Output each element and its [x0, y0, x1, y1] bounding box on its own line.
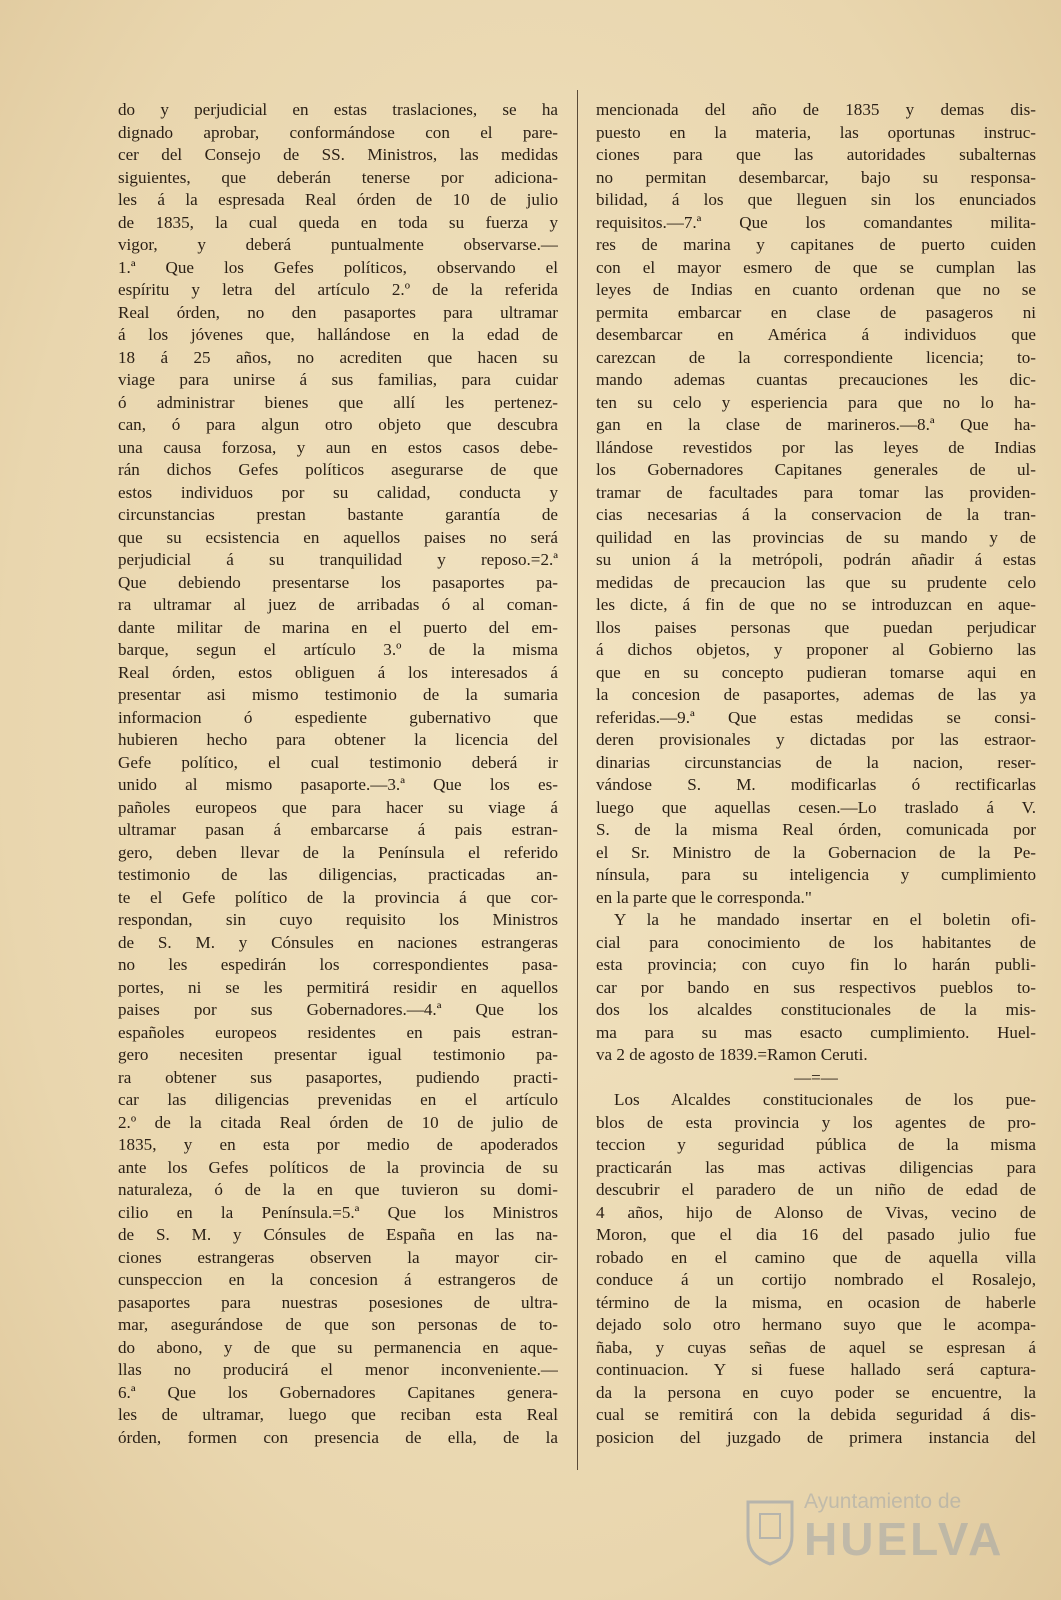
text-line: término de la misma, en ocasion de haberle: [596, 1292, 1036, 1312]
text-line: dignado aprobar, conformándose con el pare-: [118, 122, 558, 142]
text-line: cunspeccion en la concesion á estrangeros de: [118, 1270, 558, 1289]
text-line: unido al mismo pasaporte.—3.ª Que los es-: [118, 775, 558, 794]
text-line: va 2 de agosto de 1839.=Ramon Ceruti.: [596, 1045, 868, 1064]
text-line: Real órden, estos obliguen á los interesados á: [118, 662, 558, 682]
text-line: Moron, que el dia 16 del pasado julio fue: [596, 1225, 1036, 1244]
text-line: desembarcar en América á individuos que: [596, 325, 1036, 344]
text-line: referidas.—9.ª Que estas medidas se consi-: [596, 707, 1036, 727]
section-divider: —=—: [794, 1067, 838, 1087]
text-line: can, ó para algun otro objeto que descubra: [118, 415, 558, 434]
column-divider: [577, 90, 578, 1470]
text-line: siguientes, que deberán tenerse por adiciona-: [118, 167, 558, 187]
text-line: les dicte, á fin de que no se introduzcan en aque-: [596, 595, 1036, 614]
text-line: ten su celo y esperiencia para que no lo ha-: [596, 392, 1036, 412]
text-line: conduce á un cortijo nombrado el Rosalejo,: [596, 1270, 1036, 1289]
text-line: dante militar de marina en el puerto del em-: [118, 617, 558, 637]
text-line: estos individuos por su calidad, conducta y: [118, 482, 558, 502]
text-line: cilio en la Península.=5.ª Que los Ministros: [118, 1202, 558, 1222]
text-line: ra ultramar al juez de arribadas ó al coman-: [118, 595, 558, 614]
governor-notice: [596, 909, 1036, 1067]
text-line: ñaba, y cuyas señas de aquel se espresan á: [596, 1337, 1036, 1357]
text-line: 18 á 25 años, no acrediten que hacen su: [118, 347, 558, 367]
text-line: car las diligencias prevenidas en el artículo: [118, 1090, 558, 1109]
text-line: no les espedirán los correspondientes pasa-: [118, 955, 558, 974]
archive-watermark: [742, 1490, 1005, 1570]
text-line: paises por sus Gobernadores.—4.ª Que los: [118, 1000, 558, 1019]
watermark-line-1: Ayuntamiento de: [804, 1490, 962, 1513]
text-line: Que debiendo presentarse los pasaportes pa-: [118, 572, 558, 592]
text-line: de 1835, la cual queda en toda su fuerza y: [118, 212, 558, 232]
text-line: Y la he mandado insertar en el boletin ofi-: [614, 910, 1036, 929]
text-line: mando ademas cuantas precauciones les dic-: [596, 370, 1036, 389]
text-line: ciones para que las autoridades subalternas: [596, 145, 1036, 164]
text-line: perjudicial á su tranquilidad y reposo.=2.ª: [118, 550, 558, 569]
right-column: [596, 99, 1036, 1449]
text-line: pañoles europeos que para hacer su viage á: [118, 797, 558, 817]
text-line: circunstancias prestan bastante garantía de: [118, 505, 558, 524]
missing-child-notice: [596, 1089, 1036, 1449]
text-line: llándose revestidos por las leyes de Indias: [596, 437, 1036, 457]
text-line: do abono, y de que su permanencia en aque-: [118, 1337, 558, 1357]
text-line: dos los alcaldes constitucionales de la mis-: [596, 1000, 1036, 1019]
text-line: gan en la clase de marineros.—8.ª Que ha-: [596, 415, 1036, 434]
text-line: presentar asi mismo testimonio de la sumaria: [118, 685, 558, 704]
text-line: descubrir el paradero de un niño de edad de: [596, 1180, 1036, 1199]
text-line: á dichos objetos, y proponer al Gobierno las: [596, 640, 1036, 659]
text-line: ra obtener sus pasaportes, pudiendo practi-: [118, 1067, 558, 1087]
text-line: 6.ª Que los Gobernadores Capitanes genera-: [118, 1382, 558, 1402]
text-line: posicion del juzgado de primera instancia del: [596, 1427, 1036, 1447]
text-line: españoles europeos residentes en pais estran-: [118, 1022, 558, 1042]
text-line: respondan, sin cuyo requisito los Ministros: [118, 910, 558, 929]
text-line: llos paises personas que puedan perjudicar: [596, 617, 1036, 637]
text-line: ó administrar bienes que allí les pertenez-: [118, 392, 558, 412]
text-line: puesto en la materia, las oportunas instruc-: [596, 122, 1036, 142]
text-line: Los Alcaldes constitucionales de los pue-: [614, 1090, 1036, 1109]
text-line: do y perjudicial en estas traslaciones, se ha: [118, 100, 558, 119]
text-line: de S. M. y Cónsules de España en las na-: [118, 1225, 558, 1244]
text-line: ciones estrangeras observen la mayor cir-: [118, 1247, 558, 1267]
text-line: cer del Consejo de SS. Ministros, las medidas: [118, 145, 558, 164]
text-line: que su ecsistencia en aquellos paises no será: [118, 527, 558, 547]
text-line: nínsula, para su inteligencia y cumplimiento: [596, 865, 1036, 884]
text-line: cual se remitirá con la debida seguridad á dis-: [596, 1405, 1036, 1424]
text-line: robado en el camino que de aquella villa: [596, 1247, 1036, 1267]
text-line: una causa forzosa, y aun en estos casos debe-: [118, 437, 558, 457]
text-line: esta provincia; con cuyo fin lo harán publi-: [596, 955, 1036, 974]
text-line: que en su concepto pudieran tomarse aqui en: [596, 662, 1036, 682]
text-line: ma para su mas esacto cumplimiento. Huel-: [596, 1022, 1036, 1042]
text-line: te el Gefe político de la provincia á que cor-: [118, 887, 558, 907]
text-line: barque, segun el artículo 3.º de la misma: [118, 640, 558, 659]
text-line: carezcan de la correspondiente licencia; to-: [596, 347, 1036, 367]
text-line: naturaleza, ó de la en que tuvieron su domi-: [118, 1180, 558, 1199]
text-line: vándose S. M. modificarlas ó rectificarlas: [596, 775, 1036, 794]
left-column: [118, 99, 558, 1449]
text-line: el Sr. Ministro de la Gobernacion de la Pe-: [596, 842, 1036, 862]
text-line: luego que aquellas cesen.—Lo traslado á V.: [596, 797, 1036, 817]
text-line: Real órden, no den pasaportes para ultramar: [118, 302, 558, 322]
text-line: Gefe político, el cual testimonio deberá ir: [118, 752, 558, 772]
text-line: pasaportes para nuestras posesiones de ultra-: [118, 1292, 558, 1312]
watermark-line-2: HUELVA: [804, 1513, 1005, 1565]
text-line: 2.º de la citada Real órden de 10 de julio de: [118, 1112, 558, 1132]
decree-continuation: [596, 99, 1036, 909]
text-line: car por bando en sus respectivos pueblos to-: [596, 977, 1036, 997]
text-line: les de ultramar, luego que reciban esta Real: [118, 1405, 558, 1424]
text-line: bilidad, á los que lleguen sin los enunciados: [596, 190, 1036, 209]
text-line: tramar de facultades para tomar las providen-: [596, 482, 1036, 502]
text-line: leyes de Indias en cuanto ordenan que no se: [596, 280, 1036, 299]
text-line: los Gobernadores Capitanes generales de ul-: [596, 460, 1036, 479]
text-line: viage para unirse á sus familias, para cuidar: [118, 370, 558, 389]
text-line: su union á la metrópoli, podrán añadir á estas: [596, 550, 1036, 569]
text-line: órden, formen con presencia de ella, de la: [118, 1427, 558, 1447]
text-line: mencionada del año de 1835 y demas dis-: [596, 100, 1036, 119]
text-line: res de marina y capitanes de puerto cuiden: [596, 235, 1036, 254]
text-line: 1835, y en esta por medio de apoderados: [118, 1135, 558, 1154]
text-line: informacion ó espediente gubernativo que: [118, 707, 558, 727]
text-line: continuacion. Y si fuese hallado será captura-: [596, 1360, 1036, 1379]
text-line: testimonio de las diligencias, practicadas an-: [118, 865, 558, 884]
text-line: permita embarcar en clase de pasageros ni: [596, 302, 1036, 322]
text-line: vigor, y deberá puntualmente observarse.—: [118, 235, 558, 254]
text-line: ante los Gefes políticos de la provincia de su: [118, 1157, 558, 1177]
text-line: teccion y seguridad pública de la misma: [596, 1135, 1036, 1154]
text-line: 1.ª Que los Gefes políticos, observando el: [118, 257, 558, 277]
text-line: de S. M. y Cónsules en naciones estrangeras: [118, 932, 558, 952]
text-line: dejado solo otro hermano suyo que le acompa-: [596, 1315, 1036, 1334]
crest-icon: [742, 1496, 798, 1566]
text-line: no permitan desembarcar, bajo su responsa-: [596, 167, 1036, 187]
text-line: rán dichos Gefes políticos asegurarse de que: [118, 460, 558, 479]
text-line: S. de la misma Real órden, comunicada por: [596, 820, 1036, 839]
text-line: ultramar pasan á embarcarse á pais estran-: [118, 820, 558, 839]
text-line: da la persona en cuyo poder se encuentre, la: [596, 1382, 1036, 1402]
text-line: llas no producirá el menor inconveniente.—: [118, 1360, 558, 1379]
text-line: dinarias circunstancias de la nacion, reser-: [596, 752, 1036, 772]
text-line: la concesion de pasaportes, ademas de las ya: [596, 685, 1036, 704]
text-line: á los jóvenes que, hallándose en la edad de: [118, 325, 558, 344]
text-line: mar, asegurándose de que son personas de to-: [118, 1315, 558, 1334]
text-line: les á la espresada Real órden de 10 de julio: [118, 190, 558, 209]
text-line: deren provisionales y dictadas por las estraor-: [596, 730, 1036, 749]
text-line: espíritu y letra del artículo 2.º de la referida: [118, 280, 558, 299]
text-line: medidas de precaucion las que su prudente celo: [596, 572, 1036, 592]
text-line: quilidad en las provincias de su mando y de: [596, 527, 1036, 547]
text-line: cial para conocimiento de los habitantes de: [596, 932, 1036, 952]
text-line: requisitos.—7.ª Que los comandantes milita-: [596, 212, 1036, 232]
text-line: hubieren hecho para obtener la licencia del: [118, 730, 558, 749]
text-line: portes, ni se les permitirá residir en aquellos: [118, 977, 558, 997]
text-line: con el mayor esmero de que se cumplan las: [596, 257, 1036, 277]
text-line: practicarán las mas activas diligencias para: [596, 1157, 1036, 1177]
text-line: 4 años, hijo de Alonso de Vivas, vecino de: [596, 1202, 1036, 1222]
text-line: gero necesiten presentar igual testimonio pa-: [118, 1045, 558, 1064]
text-line: blos de esta provincia y los agentes de pro-: [596, 1112, 1036, 1132]
text-line: en la parte que le corresponda.": [596, 887, 812, 907]
text-line: gero, deben llevar de la Península el referido: [118, 842, 558, 862]
text-line: cias necesarias á la conservacion de la tran-: [596, 505, 1036, 524]
